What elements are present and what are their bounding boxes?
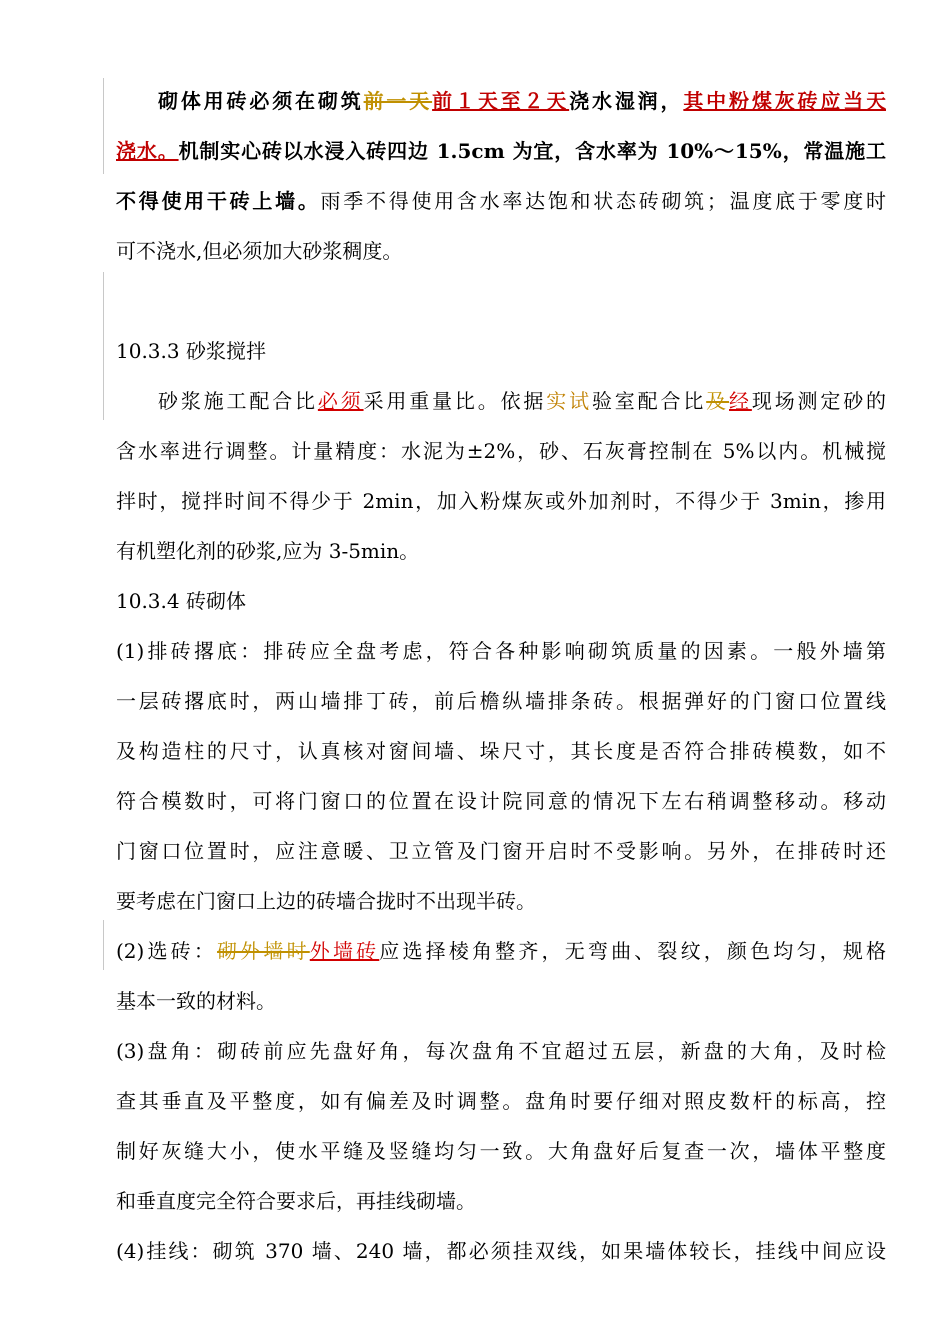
paragraph-line: 和垂直度完全符合要求后，再挂线砌墙。 xyxy=(116,1189,476,1213)
paragraph-line: 有机塑化剂的砂浆,应为 3-5min。 xyxy=(116,539,420,563)
deleted-text: 及 xyxy=(706,389,730,413)
inserted-text: 必须 xyxy=(317,389,364,413)
inserted-text: 外墙砖 xyxy=(309,939,380,963)
inserted-text: 其中粉煤灰砖应当天 xyxy=(683,89,886,113)
text-run: 现场测定砂的 xyxy=(751,389,886,413)
paragraph-line xyxy=(116,86,886,116)
text-run: (2)选砖： xyxy=(116,939,218,963)
bold-text: 不得使用干砖上墙。 xyxy=(116,189,321,213)
paragraph-line: (1)排砖撂底：排砖应全盘考虑，符合各种影响砌筑质量的因素。一般外墙第 xyxy=(116,639,886,663)
text-run: 浇水湿润， xyxy=(569,89,684,113)
text-run: 应选择棱角整齐，无弯曲、裂纹，颜色均匀，规格 xyxy=(379,939,886,963)
paragraph-line: 符合模数时，可将门窗口的位置在设计院同意的情况下左右稍调整移动。移动 xyxy=(116,789,886,813)
inserted-text: 浇水。 xyxy=(116,139,179,163)
deleted-text: 前一天 xyxy=(363,89,433,113)
text-run: 砂浆施工配合比 xyxy=(158,389,318,413)
paragraph-line: (4)挂线：砌筑 370 墙、240 墙，都必须挂双线，如果墙体较长，挂线中间应设 xyxy=(116,1239,886,1263)
paragraph-line: 要考虑在门窗口上边的砖墙合拢时不出现半砖。 xyxy=(116,889,536,913)
text-run: 采用重量比。依据 xyxy=(363,389,547,413)
text-run: 机制实心砖以水浸入砖四边 1.5cm 为宜，含水率为 10%～15%，常温施工 xyxy=(178,139,886,163)
paragraph-line: 含水率进行调整。计量精度：水泥为±2%，砂、石灰膏控制在 5%以内。机械搅 xyxy=(116,439,886,463)
section-heading: 10.3.3 砂浆搅拌 xyxy=(116,339,266,363)
change-bar xyxy=(103,920,104,970)
text-run: 砌体用砖必须在砌筑 xyxy=(158,89,364,113)
paragraph-line xyxy=(116,936,886,966)
text-run: 雨季不得使用含水率达饱和状态砖砌筑；温度底于零度时 xyxy=(320,189,886,213)
text-run: 验室配合比 xyxy=(591,389,707,413)
paragraph-line: 制好灰缝大小，使水平缝及竖缝均匀一致。大角盘好后复查一次，墙体平整度 xyxy=(116,1139,886,1163)
paragraph-line: 可不浇水,但必须加大砂浆稠度。 xyxy=(116,239,403,263)
change-bar xyxy=(103,272,104,420)
paragraph-line: 查其垂直及平整度，如有偏差及时调整。盘角时要仔细对照皮数杆的标高，控 xyxy=(116,1089,886,1113)
deleted-text: 砌外墙时 xyxy=(217,939,310,963)
paragraph-line: 基本一致的材料。 xyxy=(116,989,276,1013)
paragraph-line: 拌时，搅拌时间不得少于 2min，加入粉煤灰或外加剂时，不得少于 3min，掺用 xyxy=(116,489,886,513)
paragraph-line: (3)盘角：砌砖前应先盘好角，每次盘角不宜超过五层，新盘的大角，及时检 xyxy=(116,1039,886,1063)
paragraph-line xyxy=(116,136,886,166)
paragraph-line: 及构造柱的尺寸，认真核对窗间墙、垛尺寸，其长度是否符合排砖模数，如不 xyxy=(116,739,886,763)
paragraph-line: 一层砖撂底时，两山墙排丁砖，前后檐纵墙排条砖。根据弹好的门窗口位置线 xyxy=(116,689,886,713)
change-bar xyxy=(103,78,104,174)
changed-text: 实试 xyxy=(546,389,592,413)
paragraph-line xyxy=(116,386,886,416)
section-heading: 10.3.4 砖砌体 xyxy=(116,589,246,613)
inserted-text: 前１天至２天 xyxy=(432,89,570,113)
paragraph-line: 门窗口位置时，应注意暖、卫立管及门窗开启时不受影响。另外，在排砖时还 xyxy=(116,839,886,863)
inserted-text: 经 xyxy=(729,389,752,413)
paragraph-line xyxy=(116,186,886,216)
